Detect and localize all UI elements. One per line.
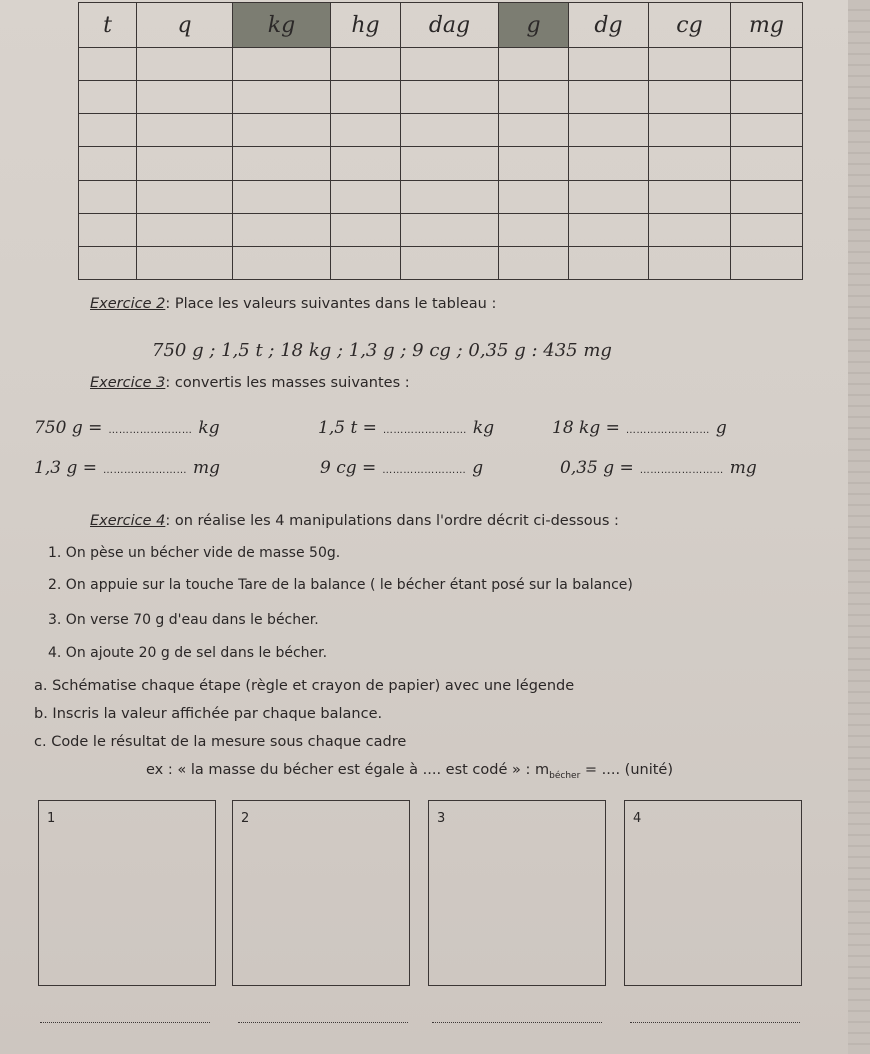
- ex4-example-end: = .... (unité): [580, 762, 674, 778]
- table-cell[interactable]: [137, 81, 233, 114]
- table-cell[interactable]: [331, 81, 401, 114]
- table-cell[interactable]: [401, 180, 499, 213]
- ex4-example: [146, 762, 673, 781]
- conversion-unit: mg: [192, 458, 220, 478]
- table-cell[interactable]: [137, 213, 233, 246]
- table-cell[interactable]: [731, 48, 803, 81]
- table-cell[interactable]: [233, 147, 331, 180]
- conversion-blank[interactable]: ……………………: [382, 425, 467, 436]
- ex4-step-1: 1. On pèse un bécher vide de masse 50g.: [48, 545, 341, 561]
- drawing-box-2[interactable]: [232, 800, 410, 986]
- ex4-step-3: 3. On verse 70 g d'eau dans le bécher.: [48, 612, 319, 628]
- table-cell[interactable]: [569, 48, 649, 81]
- ex4-task-b: b. Inscris la valeur affichée par chaque balance.: [34, 706, 383, 722]
- table-row: [79, 48, 803, 81]
- table-cell[interactable]: [331, 147, 401, 180]
- conversion-left: 9 cg =: [320, 458, 377, 478]
- unit-header-mg: mg: [731, 3, 803, 48]
- table-cell[interactable]: [649, 81, 731, 114]
- ex4-heading: [90, 513, 619, 529]
- table-cell[interactable]: [649, 114, 731, 147]
- table-cell[interactable]: [731, 180, 803, 213]
- table-cell[interactable]: [79, 114, 137, 147]
- ex4-example-sub: bécher: [549, 770, 581, 781]
- table-cell[interactable]: [331, 213, 401, 246]
- units-header-row: [79, 3, 803, 48]
- table-cell[interactable]: [569, 213, 649, 246]
- conversion-left: 750 g =: [34, 418, 103, 438]
- unit-header-dg: dg: [569, 3, 649, 48]
- conversion-blank[interactable]: ……………………: [102, 465, 187, 476]
- table-cell[interactable]: [649, 180, 731, 213]
- table-cell[interactable]: [649, 48, 731, 81]
- unit-header-q: q: [137, 3, 233, 48]
- table-cell[interactable]: [137, 147, 233, 180]
- table-cell[interactable]: [401, 213, 499, 246]
- ex4-instruction: : on réalise les 4 manipulations dans l'ordre décrit ci-dessous :: [165, 513, 619, 529]
- table-cell[interactable]: [569, 81, 649, 114]
- unit-header-cg: cg: [649, 3, 731, 48]
- table-row: [79, 81, 803, 114]
- table-cell[interactable]: [499, 246, 569, 279]
- table-row: [79, 114, 803, 147]
- table-cell[interactable]: [79, 81, 137, 114]
- table-cell[interactable]: [137, 180, 233, 213]
- table-cell[interactable]: [331, 48, 401, 81]
- table-cell[interactable]: [233, 114, 331, 147]
- table-cell[interactable]: [499, 48, 569, 81]
- table-cell[interactable]: [233, 81, 331, 114]
- ex3-heading: [90, 375, 410, 391]
- table-cell[interactable]: [331, 114, 401, 147]
- answer-line-1[interactable]: [40, 1022, 210, 1023]
- table-cell[interactable]: [331, 246, 401, 279]
- table-cell[interactable]: [499, 114, 569, 147]
- box-number: 3: [437, 811, 446, 826]
- answer-line-4[interactable]: [630, 1022, 800, 1023]
- table-row: [79, 180, 803, 213]
- table-cell[interactable]: [649, 213, 731, 246]
- table-cell[interactable]: [79, 213, 137, 246]
- answer-line-2[interactable]: [238, 1022, 408, 1023]
- ex4-title: Exercice 4: [90, 513, 166, 529]
- conversion-unit: mg: [729, 458, 757, 478]
- drawing-box-3[interactable]: [428, 800, 606, 986]
- ex4-example-text: ex : « la masse du bécher est égale à .... est codé » : m: [146, 762, 550, 778]
- table-cell[interactable]: [401, 147, 499, 180]
- conversion-item: [320, 458, 483, 478]
- table-cell[interactable]: [731, 246, 803, 279]
- conversion-item: [34, 418, 220, 438]
- table-cell[interactable]: [79, 147, 137, 180]
- conversion-left: 1,3 g =: [34, 458, 97, 478]
- conversion-unit: kg: [472, 418, 495, 438]
- table-row: [79, 213, 803, 246]
- conversion-blank[interactable]: ……………………: [108, 425, 193, 436]
- table-cell[interactable]: [569, 246, 649, 279]
- table-row: [79, 246, 803, 279]
- table-cell[interactable]: [499, 81, 569, 114]
- table-cell[interactable]: [137, 48, 233, 81]
- unit-header-g: g: [499, 3, 569, 48]
- conversion-blank[interactable]: ……………………: [382, 465, 467, 476]
- table-cell[interactable]: [499, 180, 569, 213]
- table-cell[interactable]: [79, 180, 137, 213]
- notebook-edge: [848, 0, 870, 1054]
- table-cell[interactable]: [569, 180, 649, 213]
- table-cell[interactable]: [401, 246, 499, 279]
- drawing-box-4[interactable]: [624, 800, 802, 986]
- conversion-item: [34, 458, 220, 478]
- ex4-step-4: 4. On ajoute 20 g de sel dans le bécher.: [48, 645, 328, 661]
- table-cell[interactable]: [401, 48, 499, 81]
- box-number: 2: [241, 811, 250, 826]
- table-row: [79, 147, 803, 180]
- table-cell[interactable]: [137, 114, 233, 147]
- ex3-instruction: : convertis les masses suivantes :: [165, 375, 410, 391]
- ex2-instruction: : Place les valeurs suivantes dans le tableau :: [165, 296, 497, 312]
- conversion-item: [318, 418, 494, 438]
- table-cell[interactable]: [233, 246, 331, 279]
- ex2-heading: [90, 296, 496, 312]
- table-cell[interactable]: [499, 147, 569, 180]
- table-cell[interactable]: [731, 147, 803, 180]
- box-number: 4: [633, 811, 642, 826]
- ex4-step-2: 2. On appuie sur la touche Tare de la balance ( le bécher étant posé sur la balance): [48, 577, 633, 593]
- drawing-box-1[interactable]: [38, 800, 216, 986]
- conversion-unit: kg: [198, 418, 220, 438]
- ex2-title: Exercice 2: [90, 296, 166, 312]
- unit-header-hg: hg: [331, 3, 401, 48]
- ex4-task-a: a. Schématise chaque étape (règle et crayon de papier) avec une légende: [34, 678, 575, 694]
- unit-header-dag: dag: [401, 3, 499, 48]
- answer-line-3[interactable]: [432, 1022, 602, 1023]
- conversion-item: [552, 418, 727, 438]
- table-cell[interactable]: [401, 81, 499, 114]
- ex2-values: 750 g ; 1,5 t ; 18 kg ; 1,3 g ; 9 cg ; 0,35 g : 435 mg: [152, 340, 612, 361]
- conversion-left: 18 kg =: [552, 418, 620, 438]
- conversion-unit: g: [472, 458, 484, 478]
- table-cell[interactable]: [649, 147, 731, 180]
- table-cell[interactable]: [569, 114, 649, 147]
- units-table: [78, 2, 803, 280]
- table-cell[interactable]: [649, 246, 731, 279]
- unit-header-kg: kg: [233, 3, 331, 48]
- table-cell[interactable]: [401, 114, 499, 147]
- ex3-title: Exercice 3: [90, 375, 166, 391]
- conversion-blank[interactable]: ……………………: [639, 465, 724, 476]
- conversion-blank[interactable]: ……………………: [625, 425, 710, 436]
- unit-header-t: t: [79, 3, 137, 48]
- table-cell[interactable]: [233, 180, 331, 213]
- table-cell[interactable]: [331, 180, 401, 213]
- table-cell[interactable]: [731, 213, 803, 246]
- box-number: 1: [47, 811, 56, 826]
- table-cell[interactable]: [79, 246, 137, 279]
- table-cell[interactable]: [731, 114, 803, 147]
- table-cell[interactable]: [137, 246, 233, 279]
- table-cell[interactable]: [79, 48, 137, 81]
- table-cell[interactable]: [233, 213, 331, 246]
- conversion-unit: g: [715, 418, 727, 438]
- conversion-left: 0,35 g =: [560, 458, 634, 478]
- ex4-task-c: c. Code le résultat de la mesure sous chaque cadre: [34, 734, 407, 750]
- table-cell[interactable]: [731, 81, 803, 114]
- table-cell[interactable]: [569, 147, 649, 180]
- conversion-left: 1,5 t =: [318, 418, 377, 438]
- table-cell[interactable]: [499, 213, 569, 246]
- table-cell[interactable]: [233, 48, 331, 81]
- conversion-item: [560, 458, 757, 478]
